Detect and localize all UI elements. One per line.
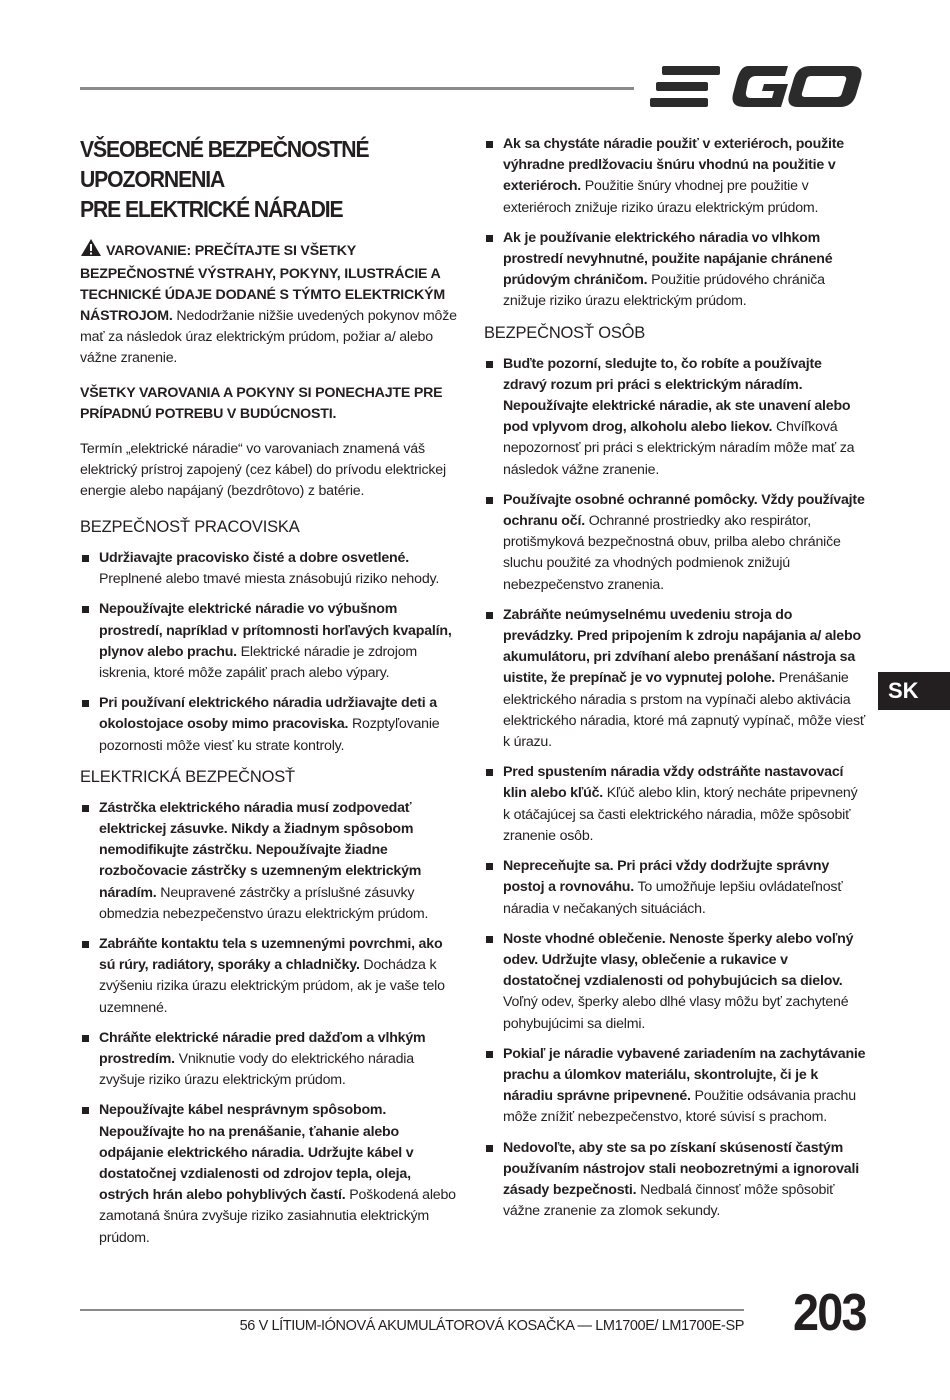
page-title-line1: VŠEOBECNÉ BEZPEČNOSTNÉ UPOZORNENIA	[80, 136, 369, 192]
square-bullet-icon	[486, 612, 493, 619]
item-bold-text: Zabráňte kontaktu tela s uzemnenými povrchmi, ako sú rúry, radiátory, sporáky a chladničky.	[99, 936, 443, 974]
item-text: Vniknutie vody do elektrického náradia zvyšuje riziko úrazu elektrickým prúdom.	[99, 1051, 414, 1089]
list-item	[80, 693, 462, 757]
item-text: Dochádza k zvýšeniu rizika úrazu elektrickým prúdom, ak je vaše telo uzemnené.	[99, 957, 445, 1016]
page-title	[80, 134, 466, 224]
item-bold-text: Zabráňte neúmyselnému uvedeniu stroja do prevádzky. Pred pripojením k zdroju napájania a/ alebo akumulátoru, pri zdvíhaní alebo prenášaní nástroja sa uistite, že prepínač je vo vypnutej polohe.	[503, 606, 861, 687]
item-bold-text: Noste vhodné oblečenie. Nenoste šperky alebo voľný odev. Udržujte vlasy, oblečenie a rukavice v dostatočnej vzdialenosti od pohybujúcich sa dielov.	[503, 930, 854, 990]
keep-instructions	[80, 383, 462, 425]
section-title-work-area: BEZPEČNOSŤ PRACOVISKA	[80, 518, 300, 536]
list-item	[484, 856, 866, 920]
electrical-list	[80, 798, 462, 1249]
item-bold-text: Nepreceňujte sa. Pri práci vždy dodržujte správny postoj a rovnováhu.	[503, 858, 830, 896]
language-tab: SK	[878, 672, 950, 710]
section-title-personal: BEZPEČNOSŤ OSÔB	[484, 323, 646, 342]
header-rule	[80, 87, 634, 90]
list-item	[484, 490, 866, 596]
warning-bold: VAROVANIE: PREČÍTAJTE SI VŠETKY BEZPEČNOSTNÉ VÝSTRAHY, POKYNY, ILUSTRÁCIE A TECHNICKÉ ÚDAJE DODANÉ S TÝMTO ELEKTRICKÝM NÁSTROJOM.	[80, 243, 445, 324]
square-bullet-icon	[82, 606, 89, 613]
work-area-list	[80, 548, 462, 757]
right-column	[484, 134, 866, 1231]
item-text: To umožňuje lepšiu ovládateľnosť náradia v nečakaných situáciách.	[503, 879, 843, 917]
footer-rule	[80, 1309, 744, 1311]
item-bold-text: Chráňte elektrické náradie pred dažďom a vlhkým prostredím.	[99, 1029, 426, 1068]
item-text: Kľúč alebo klin, ktorý necháte pripevnený k otáčajúcej sa časti elektrického náradia, môže spôsobiť zranenie osôb.	[503, 785, 858, 844]
list-item	[484, 762, 866, 847]
left-column	[80, 130, 462, 1258]
page-number: 203	[793, 1284, 866, 1342]
list-item	[484, 605, 866, 753]
item-text: Ochranné prostriedky ako respirátor, protišmyková bezpečnostná obuv, prilba alebo chrániče sluchu použité za vhodných podmienok znižujú nebezpečenstvo zranenia.	[503, 513, 841, 593]
list-item	[80, 1028, 462, 1092]
square-bullet-icon	[486, 863, 493, 870]
item-text: Chvíľková nepozornosť pri práci s elektrickým náradím môže mať za následok vážne zranenie.	[503, 419, 855, 478]
square-bullet-icon	[486, 1051, 493, 1058]
item-text: Použitie odsávania prachu môže znížiť nebezpečenstvo, ktoré súvisí s prachom.	[503, 1088, 856, 1126]
item-text: Preplnené alebo tmavé miesta znásobujú riziko nehody.	[99, 571, 440, 588]
item-text: Prenášanie elektrického náradia s prstom na vypínači alebo aktivácia elektrického náradia, ktoré má zapnutý vypínač, môže viesť k úrazu.	[503, 670, 865, 751]
item-text: Použitie šnúry vhodnej pre použitie v exteriéroch znižuje riziko úrazu elektrickým prúdom.	[503, 178, 819, 216]
item-bold-text: Udržiavajte pracovisko čisté a dobre osvetlené.	[99, 550, 409, 566]
footer-text: 56 V LÍTIUM-IÓNOVÁ AKUMULÁTOROVÁ KOSAČKA — LM1700E/ LM1700E-SP	[239, 1318, 744, 1334]
list-item	[484, 1138, 866, 1223]
warning-text: Nedodržanie nižšie uvedených pokynov môže mať za následok úraz elektrickým prúdom, požiar a/ alebo vážne zranenie.	[80, 308, 457, 366]
list-item	[484, 929, 866, 1035]
item-bold-text: Používajte osobné ochranné pomôcky. Vždy používajte ochranu očí.	[503, 491, 865, 530]
square-bullet-icon	[486, 497, 493, 504]
item-bold-text: Nepoužívajte kábel nesprávnym spôsobom. Nepoužívajte ho na prenášanie, ťahanie alebo odpájanie elektrického náradia. Udržujte kábel v dostatočnej vzdialenosti od zdrojov tepla, oleja, ostrých hrán alebo pohyblivých častí.	[99, 1102, 414, 1204]
page-title-line2: PRE ELEKTRICKÉ NÁRADIE	[80, 196, 343, 222]
item-bold-text: Nedovoľte, aby ste sa po získaní skúseností častým používaním nástrojov stali neobozretnými a ignorovali zásady bezpečnosti.	[503, 1139, 859, 1198]
item-bold-text: Ak je používanie elektrického náradia vo vlhkom prostredí nevyhnutné, použite napájanie chránené prúdovým chráničom.	[503, 229, 833, 289]
list-item	[80, 798, 462, 925]
item-text: Voľný odev, šperky alebo dlhé vlasy môžu byť zachytené pohybujúcimi sa dielmi.	[503, 994, 849, 1032]
item-text: Použitie prúdového chrániča znižuje riziko úrazu elektrickým prúdom.	[503, 272, 825, 310]
electrical-list-continued	[484, 134, 866, 313]
item-bold-text: Pokiaľ je náradie vybavené zariadením na zachytávanie prachu a úlomkov materiálu, skontrolujte, či je k náradiu správne pripevnené.	[503, 1045, 866, 1105]
list-item	[80, 934, 462, 1019]
personal-safety-list	[484, 354, 866, 1223]
item-bold-text: Pred spustením náradia vždy odstráňte nastavovací klin alebo kľúč.	[503, 764, 844, 802]
item-text: Neupravené zástrčky a príslušné zásuvky obmedzia nebezpečenstvo úrazu elektrickým prúdom.	[99, 884, 429, 922]
keep-instructions-text: VŠETKY VAROVANIA A POKYNY SI PONECHAJTE PRE PRÍPADNÚ POTREBU V BUDÚCNOSTI.	[80, 385, 443, 422]
list-item	[484, 134, 866, 219]
square-bullet-icon	[82, 1035, 89, 1042]
warning-paragraph	[80, 238, 462, 369]
square-bullet-icon	[82, 1107, 89, 1114]
list-item	[484, 1044, 866, 1129]
square-bullet-icon	[486, 1145, 493, 1152]
term-definition: Termín „elektrické náradie“ vo varovaniach znamená váš elektrický prístroj zapojený (cez kábel) do prívodu elektrickej energie alebo napájaný (bezdrôtovo) z batérie.	[80, 441, 446, 499]
item-text: Poškodená alebo zamotaná šnúra zvyšuje riziko zasiahnutia elektrickým prúdom.	[99, 1187, 456, 1246]
item-bold-text: Zástrčka elektrického náradia musí zodpovedať elektrickej zásuvke. Nikdy a žiadnym spôsobom nemodifikujte zástrčku. Nepoužívajte žiadne rozbočovacie zástrčky s uzemneným elektrickým náradím.	[99, 799, 422, 901]
ego-logo	[648, 62, 864, 112]
list-item	[484, 228, 866, 313]
square-bullet-icon	[486, 361, 493, 368]
section-title-electrical: ELEKTRICKÁ BEZPEČNOSŤ	[80, 767, 295, 786]
square-bullet-icon	[82, 805, 89, 812]
item-text: Rozptyľovanie pozornosti môže viesť ku strate kontroly.	[99, 716, 440, 754]
square-bullet-icon	[486, 769, 493, 776]
list-item	[80, 599, 462, 684]
square-bullet-icon	[486, 235, 493, 242]
list-item	[80, 1100, 462, 1248]
item-bold-text: Pri používaní elektrického náradia udržiavajte deti a okolostojace osoby mimo pracoviska.	[99, 695, 437, 733]
warning-triangle-icon	[80, 238, 102, 264]
item-bold-text: Buďte pozorní, sledujte to, čo robíte a používajte zdravý rozum pri práci s elektrickým náradím. Nepoužívajte elektrické náradie, ak ste unavení alebo pod vplyvom drog, alkoholu alebo liekov.	[503, 355, 851, 436]
square-bullet-icon	[486, 936, 493, 943]
square-bullet-icon	[486, 141, 493, 148]
item-bold-text: Ak sa chystáte náradie použiť v exteriéroch, použite výhradne predlžovaciu šnúru vhodnú na použitie v exteriéroch.	[503, 136, 844, 195]
square-bullet-icon	[82, 700, 89, 707]
item-bold-text: Nepoužívajte elektrické náradie vo výbušnom prostredí, napríklad v prítomnosti horľavých kvapalín, plynov alebo prachu.	[99, 601, 452, 660]
item-text: Elektrické náradie je zdrojom iskrenia, ktoré môže zapáliť prach alebo výpary.	[99, 643, 417, 682]
list-item	[80, 548, 462, 590]
item-text: Nedbalá činnosť môže spôsobiť vážne zranenie za zlomok sekundy.	[503, 1181, 835, 1220]
square-bullet-icon	[82, 941, 89, 948]
square-bullet-icon	[82, 555, 89, 562]
list-item	[484, 354, 866, 481]
